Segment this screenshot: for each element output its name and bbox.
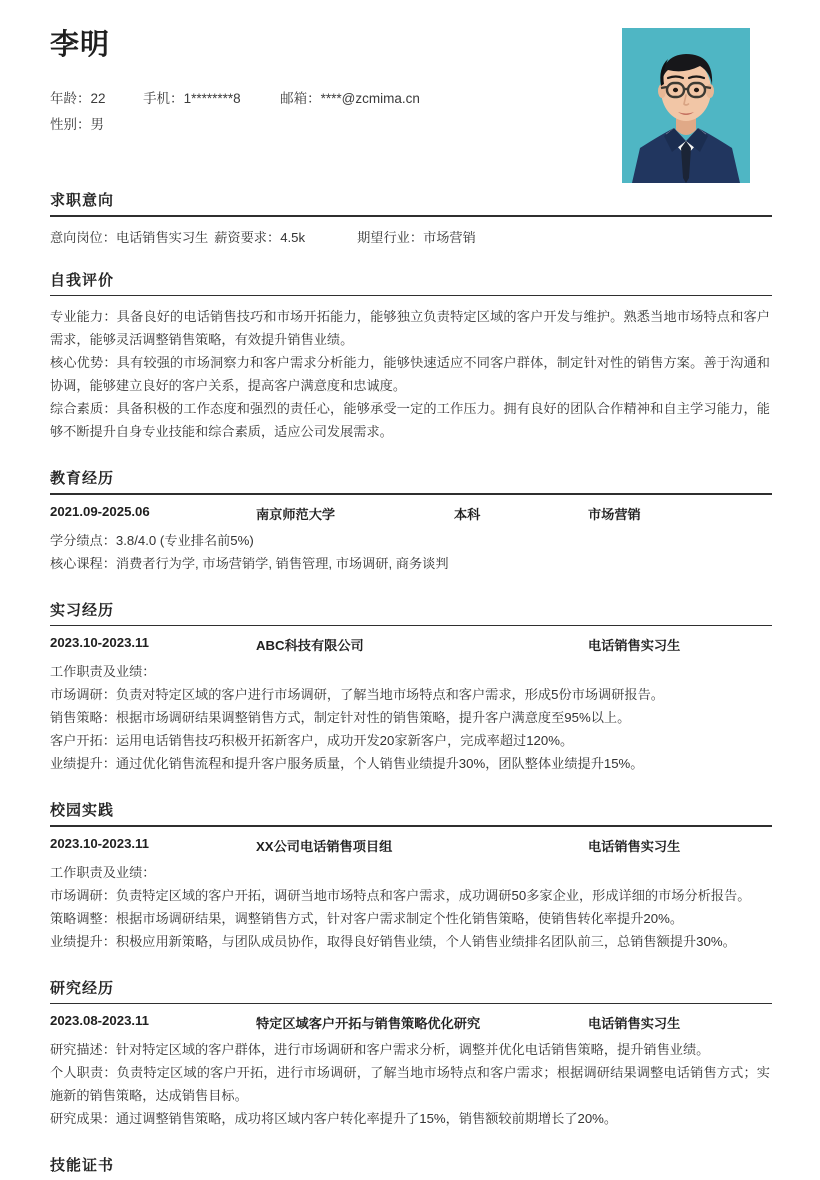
resume-header <box>50 0 770 185</box>
section-self-evaluation <box>50 269 770 444</box>
candidate-name: 李明 <box>50 29 111 61</box>
intent-position-value: 电话销售实习生 <box>115 229 209 245</box>
email-label: 邮箱： <box>280 90 321 106</box>
education-entry-row <box>50 504 770 527</box>
education-major: 市场营销 <box>588 506 641 522</box>
internship-detail: 客户开拓：运用电话销售技巧积极开拓新客户，成功开发20家新客户，完成率超过120%。 <box>50 733 574 748</box>
campus-detail: 业绩提升：积极应用新策略，与团队成员协作，取得良好销售业绩，个人销售业绩排名团队前三，总销售额提升30%。 <box>50 933 736 949</box>
email-field <box>280 86 420 112</box>
section-title-education: 教育经历 <box>50 470 115 487</box>
candidate-photo <box>622 28 750 183</box>
internship-detail: 市场调研：负责对特定区域的客户进行市场调研，了解当地市场特点和客户需求，形成5份市场调研报告。 <box>50 687 664 702</box>
job-intention-line <box>50 226 770 249</box>
section-title-self-evaluation: 自我评价 <box>50 271 115 289</box>
campus-role: 电话销售实习生 <box>588 838 681 854</box>
section-campus-practice <box>50 799 770 953</box>
section-divider <box>50 1003 772 1005</box>
section-title-campus-practice: 校园实践 <box>50 802 115 819</box>
section-divider <box>50 295 772 297</box>
internship-detail: 工作职责及业绩： <box>50 664 156 679</box>
section-divider <box>50 825 772 827</box>
research-detail: 研究成果：通过调整销售策略，成功将区域内客户转化率提升了15%，销售额较前期增长了20%。 <box>50 1111 618 1126</box>
gender-field <box>50 112 104 138</box>
internship-role: 电话销售实习生 <box>588 638 681 653</box>
self-eval-paragraph: 专业能力：具备良好的电话销售技巧和市场开拓能力，能够独立负责特定区域的客户开发与维护。熟悉当地市场特点和客户需求，能够灵活调整销售策略，有效提升销售业绩。 <box>50 309 770 347</box>
education-degree: 本科 <box>454 506 481 522</box>
section-internship <box>50 599 770 776</box>
gender-value: 男 <box>90 116 104 132</box>
section-title-job-intention: 求职意向 <box>50 192 115 209</box>
research-role: 电话销售实习生 <box>588 1016 681 1031</box>
photo-illustration <box>622 28 750 183</box>
section-title-skills-certificates: 技能证书 <box>50 1157 115 1174</box>
campus-detail: 工作职责及业绩： <box>50 864 156 880</box>
internship-date: 2023.10-2023.11 <box>50 635 150 650</box>
phone-label: 手机： <box>143 90 184 106</box>
research-entry-row <box>50 1013 770 1036</box>
age-label: 年龄： <box>50 90 91 106</box>
section-job-intention <box>50 189 770 249</box>
research-project: 特定区域客户开拓与销售策略优化研究 <box>256 1016 481 1031</box>
internship-entry-row <box>50 635 770 658</box>
campus-detail: 策略调整：根据市场调研结果，调整销售方式，针对客户需求制定个性化销售策略，使销售转化率提升20%。 <box>50 910 684 926</box>
internship-detail: 业绩提升：通过优化销售流程和提升客户服务质量，个人销售业绩提升30%，团队整体业绩提升15%。 <box>50 756 644 771</box>
phone-field <box>143 86 241 112</box>
campus-date: 2023.10-2023.11 <box>50 835 150 851</box>
internship-company: ABC科技有限公司 <box>256 638 364 653</box>
self-eval-paragraph: 综合素质：具备积极的工作态度和强烈的责任心，能够承受一定的工作压力。拥有良好的团队合作精神和自主学习能力，能够不断提升自身专业技能和综合素质，适应公司发展需求。 <box>50 401 770 439</box>
intent-salary-value: 4.5k <box>280 229 306 245</box>
research-detail: 研究描述：针对特定区域的客户群体，进行市场调研和客户需求分析，调整并优化电话销售策略，提升销售业绩。 <box>50 1042 710 1057</box>
section-divider <box>50 493 772 495</box>
research-date: 2023.08-2023.11 <box>50 1013 150 1028</box>
intent-industry-value: 市场营销 <box>423 229 476 245</box>
internship-detail: 销售策略：根据市场调研结果调整销售方式，制定针对性的销售策略，提升客户满意度至95%以上。 <box>50 710 631 725</box>
intent-industry-label: 期望行业： <box>357 229 424 245</box>
age-field <box>50 86 106 112</box>
campus-entry-row <box>50 836 770 859</box>
campus-organization: XX公司电话销售项目组 <box>256 838 393 854</box>
section-title-research: 研究经历 <box>50 979 115 997</box>
intent-salary-label: 薪资要求： <box>214 229 281 245</box>
age-value: 22 <box>90 90 106 106</box>
email-value: ****@zcmima.cn <box>320 90 420 106</box>
gender-label: 性别： <box>50 116 91 132</box>
self-eval-paragraph: 核心优势：具有较强的市场洞察力和客户需求分析能力，能够快速适应不同客户群体，制定针对性的销售方案。善于沟通和协调，能够建立良好的客户关系，提高客户满意度和忠诚度。 <box>50 355 770 393</box>
section-skills-certificates <box>50 1154 770 1180</box>
section-education <box>50 467 770 575</box>
education-detail: 核心课程：消费者行为学, 市场营销学, 销售管理, 市场调研, 商务谈判 <box>50 555 449 571</box>
research-detail: 个人职责：负责特定区域的客户开拓，进行市场调研，了解当地市场特点和客户需求；根据调研结果调整电话销售方式；实施新的销售策略，达成销售目标。 <box>50 1065 770 1103</box>
section-title-internship: 实习经历 <box>50 601 115 619</box>
education-school: 南京师范大学 <box>256 506 336 522</box>
section-divider <box>50 625 772 627</box>
education-date: 2021.09-2025.06 <box>50 503 150 519</box>
education-detail: 学分绩点：3.8/4.0 (专业排名前5%) <box>50 532 254 548</box>
campus-detail: 市场调研：负责特定区域的客户开拓，调研当地市场特点和客户需求，成功调研50多家企业，形成详细的市场分析报告。 <box>50 887 751 903</box>
phone-value: 1********8 <box>183 90 241 106</box>
section-divider <box>50 215 772 217</box>
intent-position-label: 意向岗位： <box>50 229 116 245</box>
section-research <box>50 977 770 1131</box>
